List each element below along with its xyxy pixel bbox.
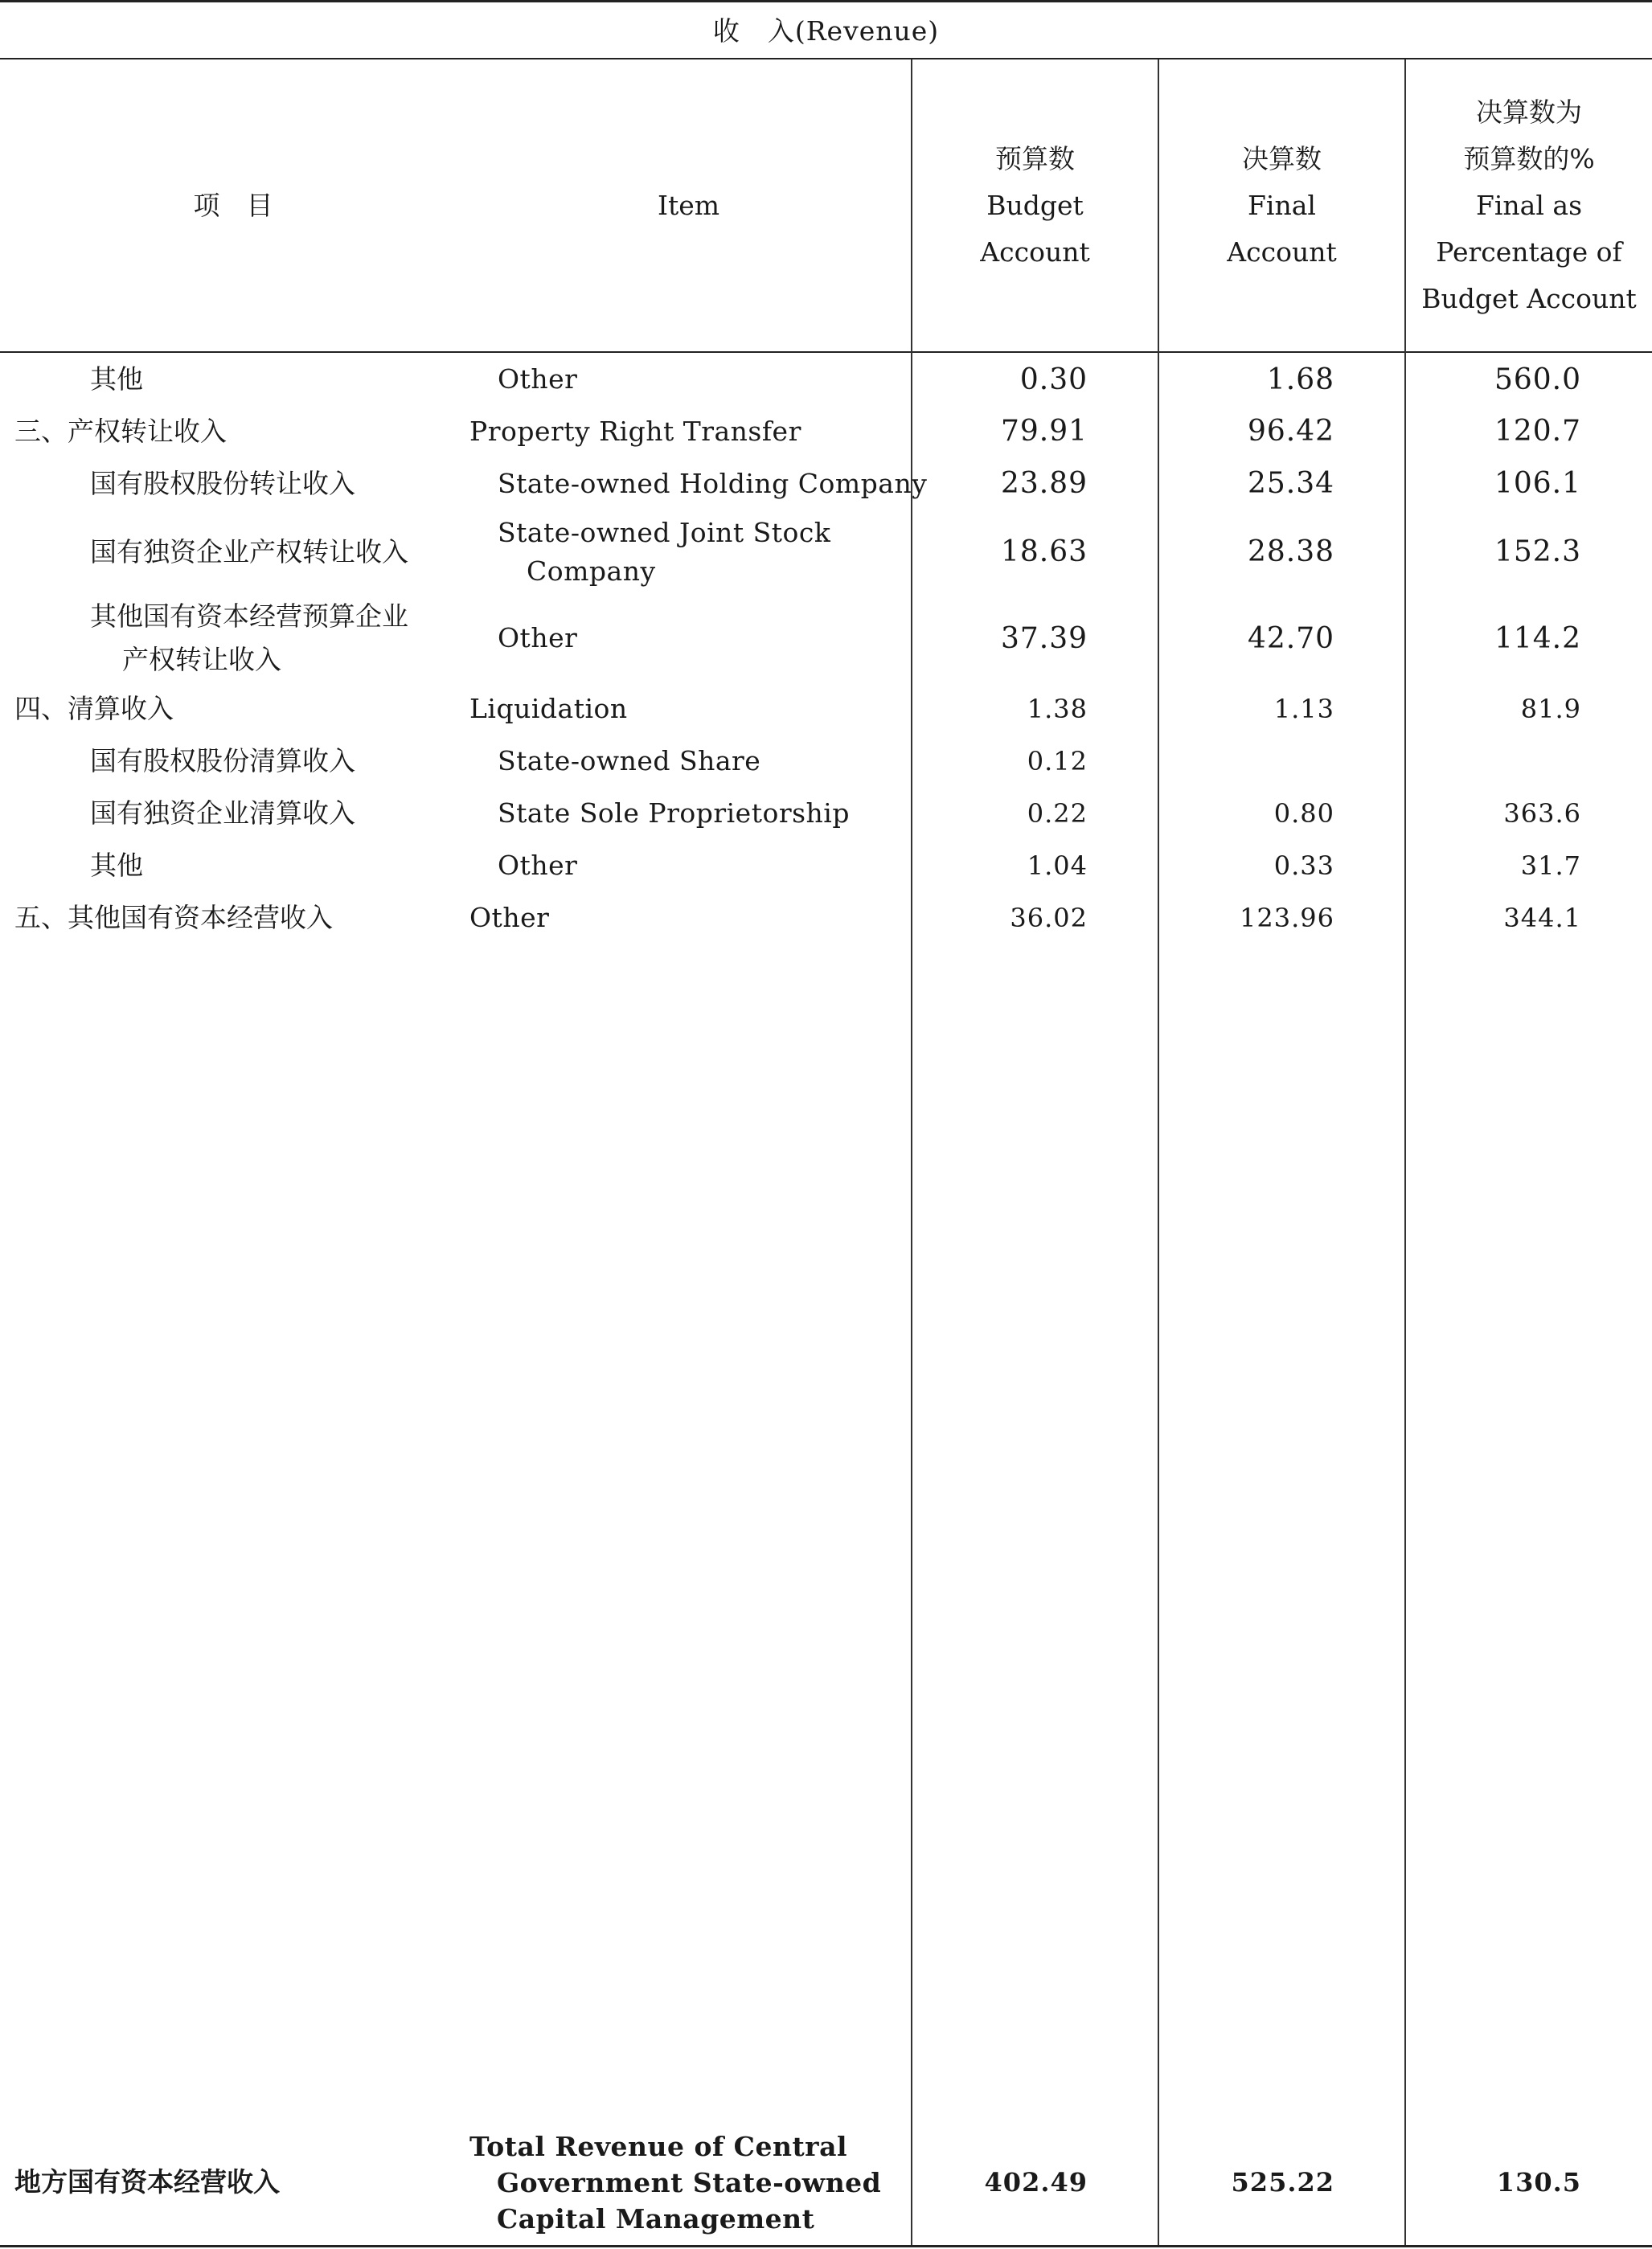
row-label-en: State-owned Holding Company xyxy=(498,467,928,499)
header-item-en-label: Item xyxy=(657,190,720,221)
total-pct: 130.5 xyxy=(1496,2167,1581,2198)
row-label-zh: 国有独资企业清算收入 xyxy=(90,797,355,829)
table-row xyxy=(0,594,1652,682)
header-pct-line: 决算数为 xyxy=(1476,96,1582,128)
total-budget: 402.49 xyxy=(984,2167,1088,2198)
bottom-rule xyxy=(0,2245,1652,2247)
row-pct: 31.7 xyxy=(1520,850,1581,881)
row-final: 28.38 xyxy=(1247,535,1334,568)
row-label-en: Other xyxy=(469,901,550,933)
total-row xyxy=(0,2122,1652,2243)
row-pct: 81.9 xyxy=(1520,693,1581,724)
row-label-zh-line: 产权转让收入 xyxy=(122,644,281,675)
header-final-line: Account xyxy=(1227,236,1337,268)
total-final: 525.22 xyxy=(1231,2167,1334,2198)
row-pct: 120.7 xyxy=(1494,415,1581,448)
header-final-line: 决算数 xyxy=(1242,143,1322,174)
table-row xyxy=(0,354,1652,405)
row-budget: 37.39 xyxy=(1000,621,1088,655)
row-label-zh: 国有独资企业产权转让收入 xyxy=(90,535,408,567)
row-label-zh xyxy=(90,594,408,682)
row-pct: 560.0 xyxy=(1494,363,1581,396)
row-label-zh: 国有股权股份转让收入 xyxy=(90,467,355,499)
row-label-zh: 国有股权股份清算收入 xyxy=(90,744,355,776)
row-final: 1.13 xyxy=(1273,693,1334,724)
row-budget: 1.04 xyxy=(1027,850,1088,881)
row-pct: 114.2 xyxy=(1494,621,1581,655)
row-budget: 0.22 xyxy=(1027,797,1088,829)
row-final: 96.42 xyxy=(1247,415,1334,448)
row-pct: 152.3 xyxy=(1494,535,1581,568)
row-budget: 18.63 xyxy=(1000,535,1088,568)
row-final: 42.70 xyxy=(1247,621,1334,655)
header-budget xyxy=(912,59,1158,352)
header-item-zh-label: 项 目 xyxy=(193,190,273,221)
table-row xyxy=(0,510,1652,594)
row-final: 123.96 xyxy=(1240,902,1334,933)
header-budget-line: 预算数 xyxy=(995,143,1075,174)
row-label-en: Other xyxy=(498,622,578,653)
row-budget: 23.89 xyxy=(1000,467,1088,500)
table-row xyxy=(0,735,1652,787)
row-label-zh: 其他 xyxy=(90,363,143,395)
row-final xyxy=(1166,735,1334,787)
total-label-en xyxy=(469,2122,881,2243)
row-final: 0.33 xyxy=(1273,850,1334,881)
row-label-zh: 三、产权转让收入 xyxy=(14,415,227,447)
total-label-en-line: Government State-owned xyxy=(497,2166,882,2198)
table-row xyxy=(0,682,1652,735)
table-row xyxy=(0,839,1652,891)
table-row xyxy=(0,787,1652,839)
row-final: 0.80 xyxy=(1273,797,1334,829)
row-pct xyxy=(1411,735,1581,787)
header-pct xyxy=(1406,59,1652,352)
header-budget-line: Budget xyxy=(986,190,1084,221)
row-label-en: State-owned Share xyxy=(498,744,761,776)
row-label-en: Other xyxy=(498,363,578,395)
row-label-en: State Sole Proprietorship xyxy=(498,797,850,829)
row-label-zh: 其他 xyxy=(90,849,143,881)
table-title: 收 入(Revenue) xyxy=(712,14,940,47)
total-label-en-line: Capital Management xyxy=(497,2202,815,2235)
header-item-zh xyxy=(0,59,466,352)
row-label-zh-line: 其他国有资本经营预算企业 xyxy=(90,600,408,632)
row-label-en-line: Company xyxy=(527,555,656,587)
row-label-zh: 四、清算收入 xyxy=(14,692,174,724)
row-budget: 0.12 xyxy=(1027,745,1088,776)
row-budget: 1.38 xyxy=(1027,693,1088,724)
table-row xyxy=(0,457,1652,510)
row-final: 25.34 xyxy=(1247,467,1334,500)
table-row xyxy=(0,891,1652,944)
header-pct-line: Final as xyxy=(1475,190,1583,221)
row-label-en: Property Right Transfer xyxy=(469,415,801,447)
row-final: 1.68 xyxy=(1266,363,1334,396)
header-final xyxy=(1159,59,1404,352)
table-row xyxy=(0,405,1652,457)
row-label-zh: 五、其他国有资本经营收入 xyxy=(14,901,333,933)
row-label-en-line: State-owned Joint Stock xyxy=(498,516,831,548)
row-pct: 106.1 xyxy=(1494,467,1581,500)
row-budget: 36.02 xyxy=(1010,902,1088,933)
row-pct: 363.6 xyxy=(1503,797,1581,829)
row-label-en: Other xyxy=(498,849,578,881)
header-item-en xyxy=(466,59,911,352)
row-label-en xyxy=(498,510,830,594)
header-final-line: Final xyxy=(1248,190,1316,221)
row-budget: 79.91 xyxy=(1000,415,1088,448)
row-label-en: Liquidation xyxy=(469,692,628,724)
total-label-zh: 地方国有资本经营收入 xyxy=(14,2166,280,2198)
row-budget: 0.30 xyxy=(1019,363,1088,396)
row-pct: 344.1 xyxy=(1503,902,1581,933)
total-label-en-line: Total Revenue of Central xyxy=(469,2130,847,2162)
header-budget-line: Account xyxy=(980,236,1090,268)
header-pct-line: Percentage of xyxy=(1436,236,1622,268)
header-pct-line: 预算数的% xyxy=(1463,143,1595,174)
header-pct-line: Budget Account xyxy=(1421,283,1637,314)
